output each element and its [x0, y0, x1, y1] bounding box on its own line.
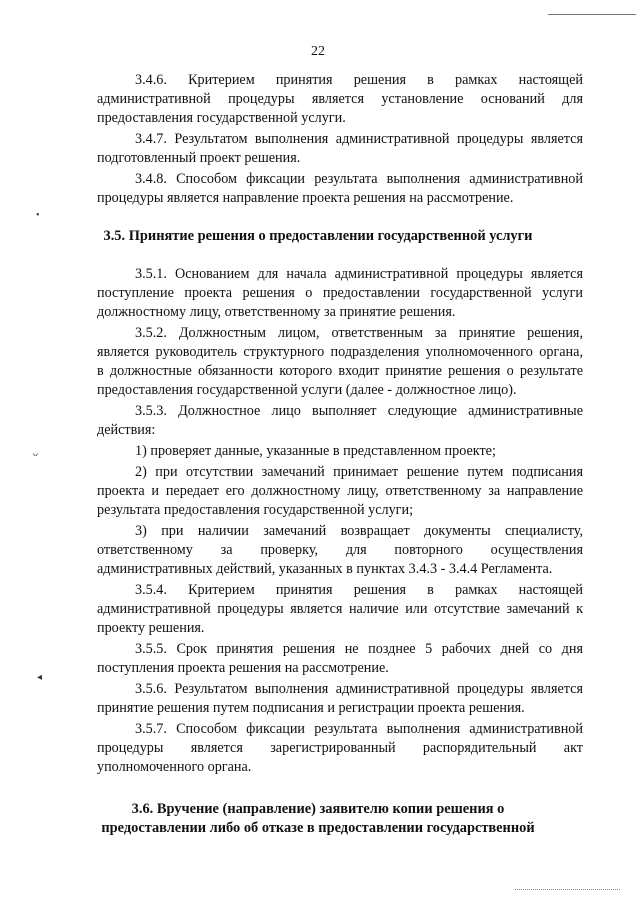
text-line: 3.5.3. Должностное лицо выполняет следующие административные: [135, 403, 583, 419]
text-line: в должностные обязанности которого входит принятие решения о результате: [97, 363, 583, 379]
text-line: 3.5.1. Основанием для начала административной процедуры является: [135, 266, 583, 282]
text-line: 2) при отсутствии замечаний принимает решение путем подписания: [135, 464, 583, 480]
text-line: 3.5.4. Критерием принятия решения в рамках настоящей: [135, 582, 583, 598]
text-line: поступление проекта решения о предоставлении государственной услуги: [97, 285, 583, 301]
text-line: результата предоставления государственной услуги;: [97, 502, 414, 518]
text-line: 3) при наличии замечаний возвращает документы специалисту,: [135, 523, 583, 539]
scan-speck: ◂: [37, 672, 43, 683]
scan-speck: ᴗ: [33, 448, 38, 459]
section-heading: 3.5. Принятие решения о предоставлении государственной услуги: [103, 228, 533, 244]
page-number: 22: [311, 44, 325, 59]
text-line: процедуры является направление проекта решения на рассмотрение.: [97, 190, 514, 206]
text-line: проекту решения.: [97, 620, 205, 636]
section-heading: предоставлении либо об отказе в предоставлении государственной: [101, 820, 535, 836]
text-line: 3.5.7. Способом фиксации результата выполнения административной: [135, 721, 583, 737]
text-line: является руководитель структурного подразделения уполномоченного органа,: [97, 344, 583, 360]
scan-edge-line: [515, 889, 620, 890]
text-line: административных действий, указанных в пунктах 3.4.3 - 3.4.4 Регламента.: [97, 561, 553, 577]
text-line: проекта и передает его должностному лицу, ответственному за направление: [97, 483, 583, 499]
text-line: должностному лицу, ответственному за принятие решения.: [97, 304, 456, 320]
text-line: принятие решения путем подписания и регистрации проекта решения.: [97, 700, 525, 716]
text-line: 3.5.2. Должностным лицом, ответственным за принятие решения,: [135, 325, 583, 341]
text-line: действия:: [97, 422, 156, 438]
text-line: 1) проверяет данные, указанные в представленном проекте;: [135, 443, 496, 459]
section-heading: 3.6. Вручение (направление) заявителю копии решения о: [131, 801, 505, 817]
text-line: 3.4.7. Результатом выполнения административной процедуры является: [135, 131, 583, 147]
text-line: процедуры является зарегистрированный распорядительный акт: [97, 740, 583, 756]
text-line: предоставления государственной услуги (далее - должностное лицо).: [97, 382, 517, 398]
text-line: предоставления государственной услуги.: [97, 110, 346, 126]
text-line: 3.5.6. Результатом выполнения административной процедуры является: [135, 681, 583, 697]
text-line: поступления проекта решения на рассмотрение.: [97, 660, 389, 676]
text-line: 3.4.8. Способом фиксации результата выполнения административной: [135, 171, 583, 187]
text-line: административной процедуры является установление оснований для: [97, 91, 583, 107]
text-line: уполномоченного органа.: [97, 759, 252, 775]
text-line: 3.4.6. Критерием принятия решения в рамках настоящей: [135, 72, 583, 88]
text-line: ответственному за проверку, для повторного осуществления: [97, 542, 583, 558]
text-line: 3.5.5. Срок принятия решения не позднее 5 рабочих дней со дня: [135, 641, 583, 657]
text-line: подготовленный проект решения.: [97, 150, 301, 166]
scan-edge-line: [548, 14, 636, 15]
scan-speck: •: [36, 210, 40, 221]
text-line: административной процедуры является наличие или отсутствие замечаний к: [97, 601, 583, 617]
